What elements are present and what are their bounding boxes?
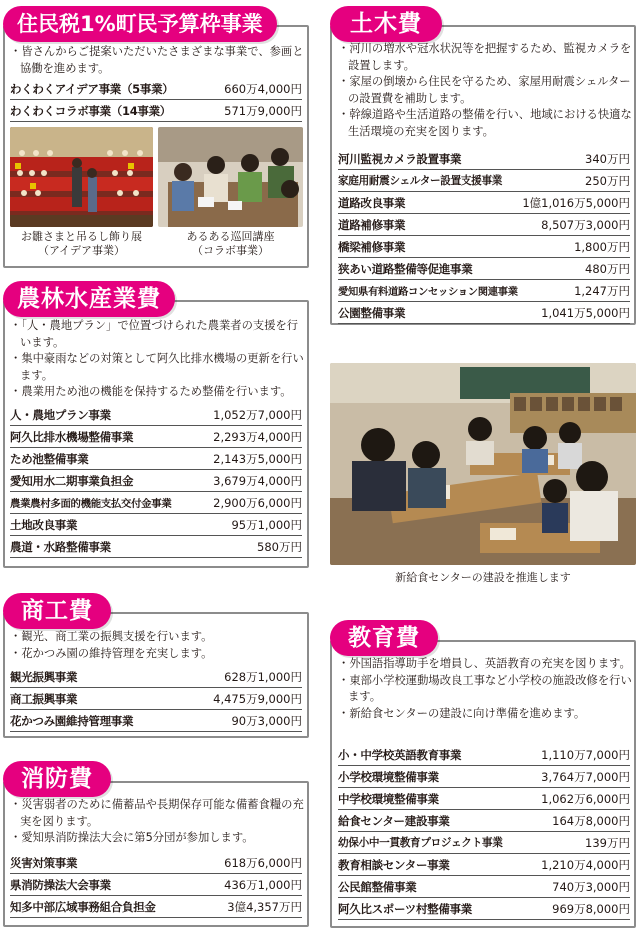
table-row: 中学校環境整備事業 1,062万6,000円: [338, 788, 630, 810]
shoko-desc: [10, 629, 304, 662]
table-row: 狭あい道路整備等促進事業 480万円: [338, 258, 630, 280]
desc-item: ・ 農業用ため池の機能を保持するため整備を行います。: [10, 384, 304, 401]
juminzei-table: [10, 78, 302, 122]
koza-caption: あるある巡回講座 （コラボ事業）: [186, 230, 275, 257]
desc-item: ・ 家屋の倒壊から住民を守るため、家屋用耐震シェルターの設置費を補助します。: [338, 74, 632, 107]
table-row: 農道・水路整備事業 580万円: [10, 536, 302, 558]
table-row: 幼保小中一貫教育プロジェクト事業 139万円: [338, 832, 630, 854]
table-row: 土地改良事業 95万1,000円: [10, 514, 302, 536]
shobo-title: 消防費: [3, 761, 111, 797]
juminzei-title: 住民税1%町民予算枠事業: [3, 6, 277, 42]
hina-caption: お雛さまと吊るし飾り展 （アイデア事業）: [21, 230, 142, 257]
table-row: 阿久比排水機場整備事業 2,293万4,000円: [10, 426, 302, 448]
table-row: 給食センター建設事業 164万8,000円: [338, 810, 630, 832]
table-row: 公園整備事業 1,041万5,000円: [338, 302, 630, 324]
table-row: 河川監視カメラ設置事業 340万円: [338, 148, 630, 170]
table-row: 花かつみ園維持管理事業 90万3,000円: [10, 710, 302, 732]
table-row: 小・中学校英語教育事業 1,110万7,000円: [338, 744, 630, 766]
desc-item: ・ 災害弱者のために備蓄品や長期保存可能な備蓄食糧の充実を図ります。: [10, 797, 304, 830]
desc-item: ・ 花かつみ園の維持管理を充実します。: [10, 646, 304, 663]
shobo-table: [10, 852, 302, 918]
desc-item: ・ 皆さんからご提案いただいたさまざまな事業で、参画と協働を進めます。: [10, 44, 305, 77]
table-row: 商工振興事業 4,475万9,000円: [10, 688, 302, 710]
shoko-title: 商工費: [3, 593, 111, 629]
norin-desc: [10, 318, 304, 401]
norin-title: 農林水産業費: [3, 281, 175, 317]
table-row: 橋梁補修事業 1,800万円: [338, 236, 630, 258]
table-row: 公民館整備事業 740万3,000円: [338, 876, 630, 898]
table-row: 阿久比スポーツ村整備事業 969万8,000円: [338, 898, 630, 920]
desc-item: ・ 集中豪雨などの対策として阿久比排水機場の更新を行います。: [10, 351, 304, 384]
table-row: 知多中部広域事務組合負担金 3億4,357万円: [10, 896, 302, 918]
desc-item: ・ 愛知県消防操法大会に第5分団が参加します。: [10, 830, 304, 847]
desc-item: ・ 東部小学校運動場改良工事など小学校の施設改修を行います。: [338, 673, 632, 706]
table-row: 道路改良事業 1億1,016万5,000円: [338, 192, 630, 214]
table-row: ため池整備事業 2,143万5,000円: [10, 448, 302, 470]
desc-item: ・ 「人・農地プラン」で位置づけられた農業者の支援を行います。: [10, 318, 304, 351]
table-row: 農業農村多面的機能支払交付金事業 2,900万6,000円: [10, 492, 302, 514]
desc-item: ・ 新給食センターの建設に向け準備を進めます。: [338, 706, 632, 723]
hina-photo: [10, 127, 153, 227]
table-row: 災害対策事業 618万6,000円: [10, 852, 302, 874]
table-row: 小学校環境整備事業 3,764万7,000円: [338, 766, 630, 788]
kyushoku-caption: 新給食センターの建設を推進します: [395, 571, 571, 584]
table-row: わくわくアイデア事業（5事業） 660万4,000円: [10, 78, 302, 100]
desc-item: ・ 幹線道路や生活道路の整備を行い、地域における快適な生活環境の充実を図ります。: [338, 107, 632, 140]
desc-item: ・ 外国語指導助手を増員し、英語教育の充実を図ります。: [338, 656, 632, 673]
kyoiku-title: 教育費: [330, 620, 438, 656]
table-row: 愛知用水二期事業負担金 3,679万4,000円: [10, 470, 302, 492]
table-row: 県消防操法大会事業 436万1,000円: [10, 874, 302, 896]
table-row: 愛知県有料道路コンセッション関連事業 1,247万円: [338, 280, 630, 302]
table-row: 人・農地プラン事業 1,052万7,000円: [10, 404, 302, 426]
table-row: 道路補修事業 8,507万3,000円: [338, 214, 630, 236]
desc-item: ・ 河川の増水や冠水状況等を把握するため、監視カメラを設置します。: [338, 41, 632, 74]
kyoiku-desc: [338, 656, 632, 722]
norin-table: [10, 404, 302, 558]
kyushoku-photo: [330, 363, 636, 565]
table-row: 観光振興事業 628万1,000円: [10, 666, 302, 688]
shobo-desc: [10, 797, 304, 847]
kyoiku-table: [338, 744, 630, 920]
doboku-title: 土木費: [330, 6, 442, 42]
shoko-table: [10, 666, 302, 732]
doboku-table: [338, 148, 630, 324]
table-row: わくわくコラボ事業（14事業） 571万9,000円: [10, 100, 302, 122]
juminzei-desc: [10, 44, 305, 77]
table-row: 家庭用耐震シェルター設置支援事業 250万円: [338, 170, 630, 192]
desc-item: ・ 観光、商工業の振興支援を行います。: [10, 629, 304, 646]
table-row: 教育相談センター事業 1,210万4,000円: [338, 854, 630, 876]
koza-photo: [158, 127, 303, 227]
doboku-desc: [338, 41, 632, 140]
